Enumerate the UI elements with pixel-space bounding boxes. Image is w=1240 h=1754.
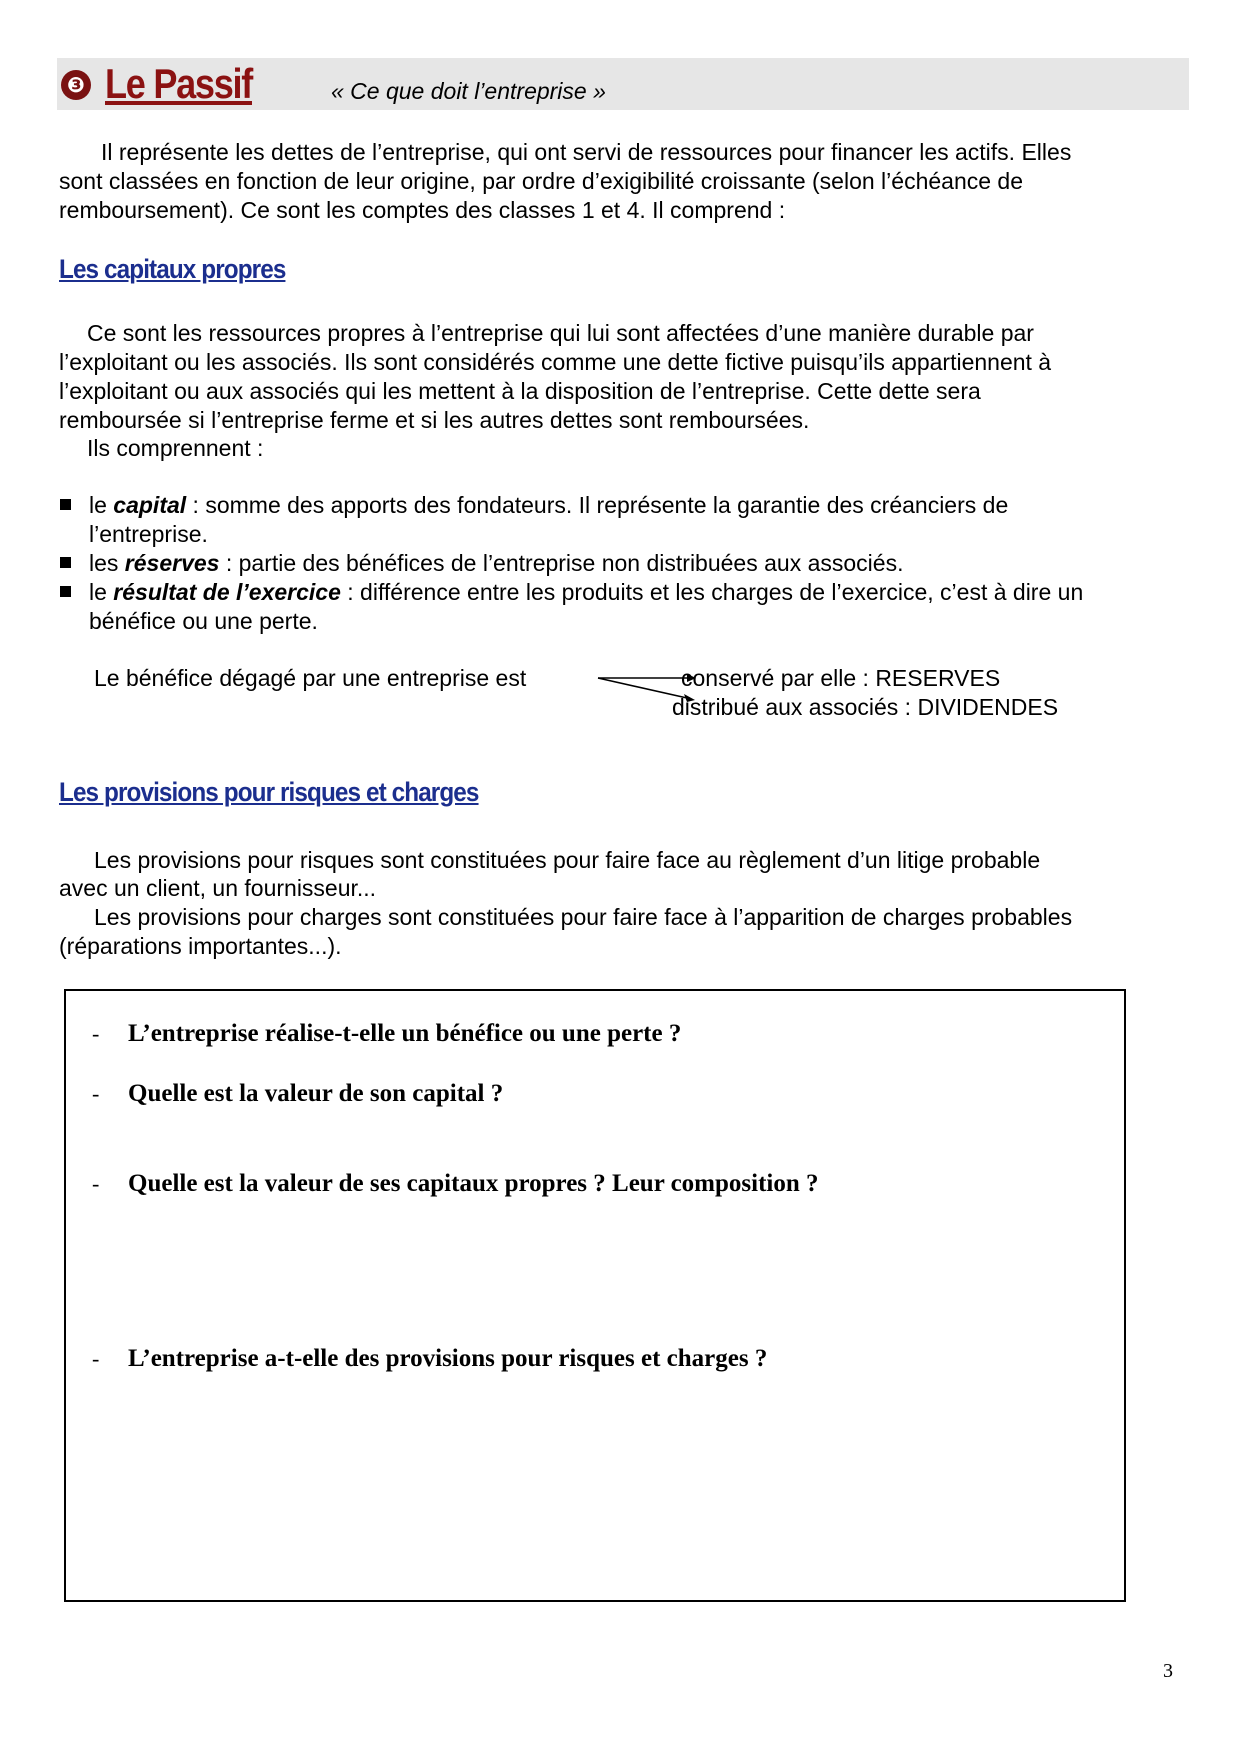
term-resultat: résultat de l’exercice [113, 579, 341, 605]
section-heading-capitaux-propres: Les capitaux propres [59, 254, 286, 284]
question-dash: - [92, 1171, 100, 1196]
list-item-capital: le capital : somme des apports des fondateurs. Il représente la garantie des créanciers de [89, 492, 1009, 518]
bullet-square-icon [60, 557, 71, 568]
diagram-branch-reserves: conservé par elle : RESERVES [681, 665, 1001, 691]
provisions-line-2: avec un client, un fournisseur... [59, 875, 377, 901]
question-3: Quelle est la valeur de ses capitaux propres ? Leur composition ? [128, 1170, 819, 1197]
diagram-branch-dividendes: distribué aux associés : DIVIDENDES [672, 694, 1059, 720]
page-subtitle: « Ce que doit l’entreprise » [331, 78, 606, 104]
term-capital: capital [113, 492, 187, 518]
capitaux-line-3: l’exploitant ou aux associés qui les mettent à la disposition de l’entreprise. Cette dette sera [59, 378, 981, 404]
capitaux-line-4: remboursée si l’entreprise ferme et si les autres dettes sont remboursées. [59, 407, 810, 433]
question-2: Quelle est la valeur de son capital ? [128, 1080, 504, 1107]
capitaux-line-5: Ils comprennent : [87, 435, 264, 461]
section-number-badge: ❸ [61, 70, 91, 100]
term-reserves: réserves [124, 550, 220, 576]
list-item-resultat-cont: bénéfice ou une perte. [89, 608, 318, 634]
intro-line-2: sont classées en fonction de leur origine, par ordre d’exigibilité croissante (selon l’échéance de [59, 168, 1024, 194]
question-dash: - [92, 1346, 100, 1371]
question-dash: - [92, 1021, 100, 1046]
diagram-lead-text: Le bénéfice dégagé par une entreprise est [94, 665, 527, 691]
list-item-reserves: les réserves : partie des bénéfices de l’entreprise non distribuées aux associés. [89, 550, 904, 576]
page-title: Le Passif [105, 60, 253, 107]
question-dash: - [92, 1081, 100, 1106]
bullet-square-icon [60, 586, 71, 597]
provisions-line-3: Les provisions pour charges sont constituées pour faire face à l’apparition de charges probables [94, 904, 1073, 930]
list-item-resultat: le résultat de l’exercice : différence entre les produits et les charges de l’exercice, c’est à dire un [89, 579, 1084, 605]
bullet-square-icon [60, 499, 71, 510]
list-item-capital-cont: l’entreprise. [89, 521, 208, 547]
question-4: L’entreprise a-t-elle des provisions pour risques et charges ? [128, 1345, 768, 1372]
intro-line-1: Il représente les dettes de l’entreprise, qui ont servi de ressources pour financer les actifs. Elles [101, 139, 1072, 165]
capitaux-line-1: Ce sont les ressources propres à l’entreprise qui lui sont affectées d’une manière durable par [87, 320, 1034, 346]
section-heading-provisions: Les provisions pour risques et charges [59, 777, 479, 807]
provisions-line-4: (réparations importantes...). [59, 933, 342, 959]
question-1: L’entreprise réalise-t-elle un bénéfice ou une perte ? [128, 1020, 682, 1047]
capitaux-line-2: l’exploitant ou les associés. Ils sont considérés comme une dette fictive puisqu’ils appartiennent à [59, 349, 1052, 375]
intro-line-3: remboursement). Ce sont les comptes des classes 1 et 4. Il comprend : [59, 197, 786, 223]
page-number: 3 [1163, 1660, 1173, 1682]
provisions-line-1: Les provisions pour risques sont constituées pour faire face au règlement d’un litige probable [94, 847, 1041, 873]
